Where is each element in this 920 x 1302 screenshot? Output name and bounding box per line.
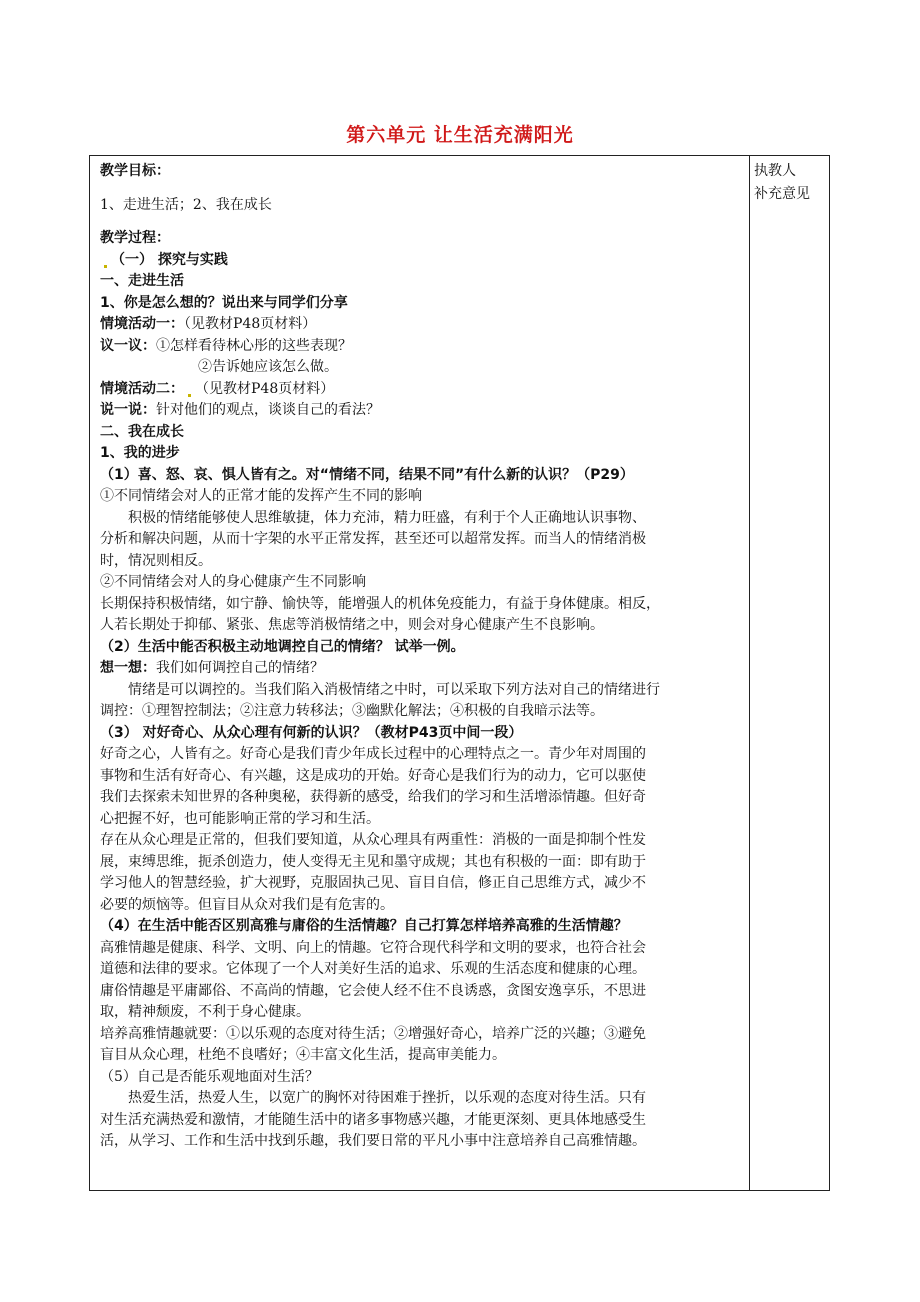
text-line: 时，情况则相反。: [100, 552, 212, 569]
text-line: 事物和生活有好奇心、有兴趣，这是成功的开始。好奇心是我们行为的动力，它可以驱使: [100, 767, 646, 784]
part1-heading: （一） 探究与实践: [100, 250, 744, 272]
point4-heading: （4）在生活中能否区别高雅与庸俗的生活情趣？自己打算怎样培养高雅的生活情趣？: [100, 918, 628, 934]
text-line: 调控：①理智控制法；②注意力转移法；③幽默化解法；④积极的自我暗示法等。: [100, 703, 604, 719]
point3-heading: （3） 对好奇心、从众心理有何新的认识？（教材P43页中间一段）: [100, 724, 523, 741]
activity1: 情境活动一：（见教材P48页材料）: [100, 316, 317, 332]
goals-items: 1、走进生活；2、我在成长: [100, 196, 272, 213]
text-line: 学习他人的智慧经验，扩大视野，克服固执己见、盲目自信，修正自己思维方式，减少不: [100, 875, 646, 891]
section1-heading: 一、走进生活: [100, 273, 184, 289]
text-line: 活，从学习、工作和生活中找到乐趣，我们要日常的平凡小事中注意培养自己高雅情趣。: [100, 1133, 646, 1149]
text-line: 展，束缚思维，扼杀创造力，使人变得无主见和墨守成规；其也有积极的一面：即有助于: [100, 853, 646, 870]
text-line: ①不同情绪会对人的正常才能的发挥产生不同的影响: [100, 488, 422, 504]
text-line: ②不同情绪会对人的身心健康产生不同影响: [100, 574, 366, 590]
process-heading: 教学过程：: [100, 230, 170, 246]
text-line: 分析和解决问题，从而十字架的水平正常发挥，甚至还可以超常发挥。而当人的情绪消极: [100, 531, 646, 547]
text-line: 对生活充满热爱和激情，才能随生活中的诸多事物感兴趣，才能更深刻、更具体地感受生: [100, 1111, 646, 1128]
text-line: 取，精神颓废，不利于身心健康。: [100, 1004, 310, 1020]
text-line: 好奇之心，人皆有之。好奇心是我们青少年成长过程中的心理特点之一。青少年对周围的: [100, 746, 646, 762]
discuss-2: ②告诉她应该怎么做。: [198, 359, 338, 375]
point5-heading: （5）自己是否能乐观地面对生活？: [100, 1068, 319, 1085]
text-line: 道德和法律的要求。它体现了一个人对美好生活的追求、乐观的生活态度和健康的心理。: [100, 961, 646, 977]
goals-heading: 教学目标：: [100, 163, 170, 179]
activity2: 情境活动二： （见教材P48页材料）: [100, 380, 335, 397]
section2-heading: 二、我在成长: [100, 423, 184, 440]
text-line: 我们去探索未知世界的各种奥秘，获得新的感受，给我们的学习和生活增添情趣。但好奇: [100, 789, 646, 805]
notes-header-line2: 补充意见: [754, 186, 810, 202]
text-line: 长期保持积极情绪，如宁静、愉快等，能增强人的机体免疫能力，有益于身体健康。相反，: [100, 595, 660, 612]
text-line: 热爱生活，热爱人生，以宽广的胸怀对待困难于挫折，以乐观的态度对待生活。只有: [128, 1090, 646, 1106]
text-line: 庸俗情趣是平庸鄙俗、不高尚的情趣，它会使人经不住不良诱惑，贪图安逸享乐，不思进: [100, 982, 646, 999]
text-line: 高雅情趣是健康、科学、文明、向上的情趣。它符合现代科学和文明的要求，也符合社会: [100, 939, 646, 956]
question1: 1、你是怎么想的？说出来与同学们分享: [100, 294, 348, 311]
question2: 1、我的进步: [100, 445, 180, 461]
text-line: 培养高雅情趣就要：①以乐观的态度对待生活；②增强好奇心，培养广泛的兴趣；③避免: [100, 1025, 646, 1042]
text-line: 存在从众心理是正常的，但我们要知道，从众心理具有两重性：消极的一面是抑制个性发: [100, 832, 646, 848]
text-line: 盲目从众心理，杜绝不良嗜好；④丰富文化生活，提高审美能力。: [100, 1047, 506, 1063]
text-line: 心把握不好，也可能影响正常的学习和生活。: [100, 810, 380, 827]
think: 想一想：我们如何调控自己的情绪？: [100, 660, 324, 676]
notes-column: [754, 160, 826, 206]
text-line: 必要的烦恼等。但盲目从众对我们是有危害的。: [100, 896, 394, 913]
page-title: 第六单元 让生活充满阳光: [346, 124, 574, 146]
point1-heading: （1）喜、怒、哀、惧人皆有之。对“情绪不同，结果不同”有什么新的认识？（P29）: [100, 466, 634, 483]
text-line: 积极的情绪能够使人思维敏捷，体力充沛，精力旺盛，有利于个人正确地认识事物、: [128, 509, 646, 526]
text-line: 情绪是可以调控的。当我们陷入消极情绪之中时，可以采取下列方法对自己的情绪进行: [128, 681, 660, 698]
say: 说一说：针对他们的观点，谈谈自己的看法？: [100, 402, 380, 418]
text-line: 人若长期处于抑郁、紧张、焦虑等消极情绪之中，则会对身心健康产生不良影响。: [100, 617, 604, 633]
column-divider: [749, 156, 750, 1190]
lesson-content: [100, 161, 744, 1153]
discuss-1: 议一议：①怎样看待林心彤的这些表现？: [100, 337, 352, 354]
lesson-table: [89, 155, 830, 1191]
notes-header-line1: 执教人: [754, 163, 796, 179]
point2-heading: （2）生活中能否积极主动地调控自己的情绪？ 试举一例。: [100, 638, 465, 655]
